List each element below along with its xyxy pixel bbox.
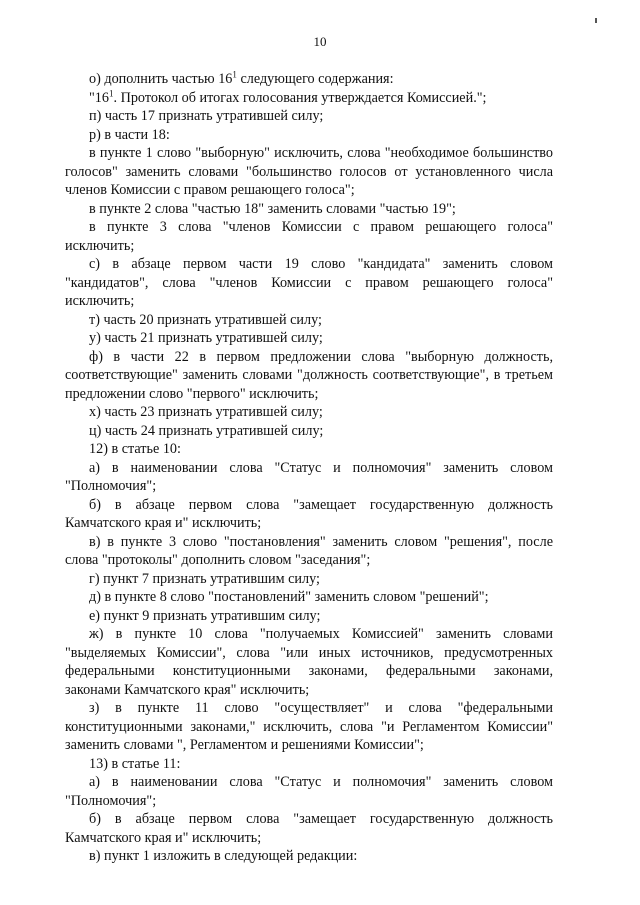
paragraph	[65, 348, 553, 404]
paragraph-text: п) часть 17 признать утратившей силу;	[89, 108, 324, 124]
paragraph-text: в пункте 3 слова "членов Комиссии с правом решающего голоса" исключить;	[65, 219, 553, 254]
superscript: 1	[108, 87, 114, 98]
paragraph-text: "16	[89, 89, 109, 106]
paragraph-text: а) в наименовании слова "Статус и полномочия" заменить словом "Полномочия";	[65, 774, 553, 809]
paragraph-text: г) пункт 7 признать утратившим силу;	[89, 570, 320, 587]
paragraph-text: з) в пункте 11 слово "осуществляет" и слова "федеральными конституционными законами," исключить, слова "и Регламентом Комиссии" заменить словами ", Регламентом и решениями Комиссии";	[65, 700, 553, 753]
paragraph-text: с) в абзаце первом части 19 слово "кандидата" заменить словом "кандидатов", слова "членов Комиссии с правом решающего голоса" исключить;	[65, 256, 553, 309]
paragraph	[65, 126, 553, 145]
paragraph	[65, 699, 553, 755]
document-body	[65, 70, 553, 866]
paragraph	[65, 459, 553, 496]
paragraph	[65, 422, 553, 441]
paragraph-text: ф) в части 22 в первом предложении слова "выборную должность, соответствующие" заменить словами "должность соответствующие", в третьем предложении слово "первого" исключить;	[65, 348, 553, 402]
paragraph	[65, 607, 553, 626]
paragraph-text: т) часть 20 признать утратившей силу;	[89, 311, 322, 328]
paragraph	[65, 755, 553, 774]
paragraph-text: х) часть 23 признать утратившей силу;	[89, 404, 323, 420]
paragraph	[65, 625, 553, 699]
paragraph	[65, 810, 553, 847]
paragraph	[65, 440, 553, 459]
paragraph	[65, 588, 553, 607]
paragraph	[65, 311, 553, 330]
paragraph	[65, 847, 553, 866]
paragraph-text: ж) в пункте 10 слова "получаемых Комиссией" заменить словами "выделяемых Комиссии", слова "или иных источников, предусмотренных федеральными конституционными законами, федеральными законами, законами Камчатского края" исключить;	[65, 626, 553, 698]
paragraph-text: б) в абзаце первом слова "замещает государственную должность Камчатского края и" исключить;	[65, 811, 553, 846]
paragraph-text: у) часть 21 признать утратившей силу;	[89, 330, 323, 346]
superscript: 1	[232, 69, 237, 80]
paragraph-text: 12) в статье 10:	[89, 441, 181, 457]
paragraph	[65, 329, 553, 348]
paragraph	[65, 144, 553, 200]
paragraph-text: о) дополнить частью 16	[89, 71, 233, 87]
paragraph	[65, 107, 553, 126]
paragraph	[65, 89, 553, 108]
paragraph-text: е) пункт 9 признать утратившим силу;	[89, 607, 321, 624]
paragraph	[65, 570, 553, 589]
paragraph-text: в) в пункте 3 слово "постановления" заменить словом "решения", после слова "протоколы" дополнить словом "заседания";	[65, 533, 553, 568]
page-number: 10	[313, 34, 327, 49]
paragraph-text: р) в части 18:	[89, 126, 170, 143]
paragraph-text: в пункте 1 слово "выборную" исключить, слова "необходимое большинство голосов" заменить словами "большинство голосов от установленного числа членов Комиссии с правом решающего голоса";	[65, 145, 553, 198]
paragraph	[65, 496, 553, 533]
paragraph-text: 13) в статье 11:	[89, 755, 181, 772]
paragraph	[65, 70, 553, 89]
paragraph-text: в) пункт 1 изложить в следующей редакции:	[89, 848, 358, 864]
paragraph-text: б) в абзаце первом слова "замещает государственную должность Камчатского края и" исключить;	[65, 496, 553, 531]
paragraph-text: в пункте 2 слова "частью 18" заменить словами "частью 19";	[89, 200, 456, 217]
paragraph-text: д) в пункте 8 слово "постановлений" заменить словом "решений";	[89, 589, 489, 605]
paragraph-text: ц) часть 24 признать утратившей силу;	[89, 422, 324, 439]
scan-mark	[595, 18, 597, 23]
paragraph	[65, 533, 553, 570]
paragraph-text: а) в наименовании слова "Статус и полномочия" заменить словом "Полномочия";	[65, 459, 553, 494]
paragraph-text-continued: следующего содержания:	[236, 71, 394, 87]
paragraph	[65, 773, 553, 810]
paragraph	[65, 200, 553, 219]
paragraph	[65, 255, 553, 311]
paragraph	[65, 218, 553, 255]
paragraph-text-continued: . Протокол об итогах голосования утверждается Комиссией.";	[113, 89, 487, 106]
paragraph	[65, 403, 553, 422]
